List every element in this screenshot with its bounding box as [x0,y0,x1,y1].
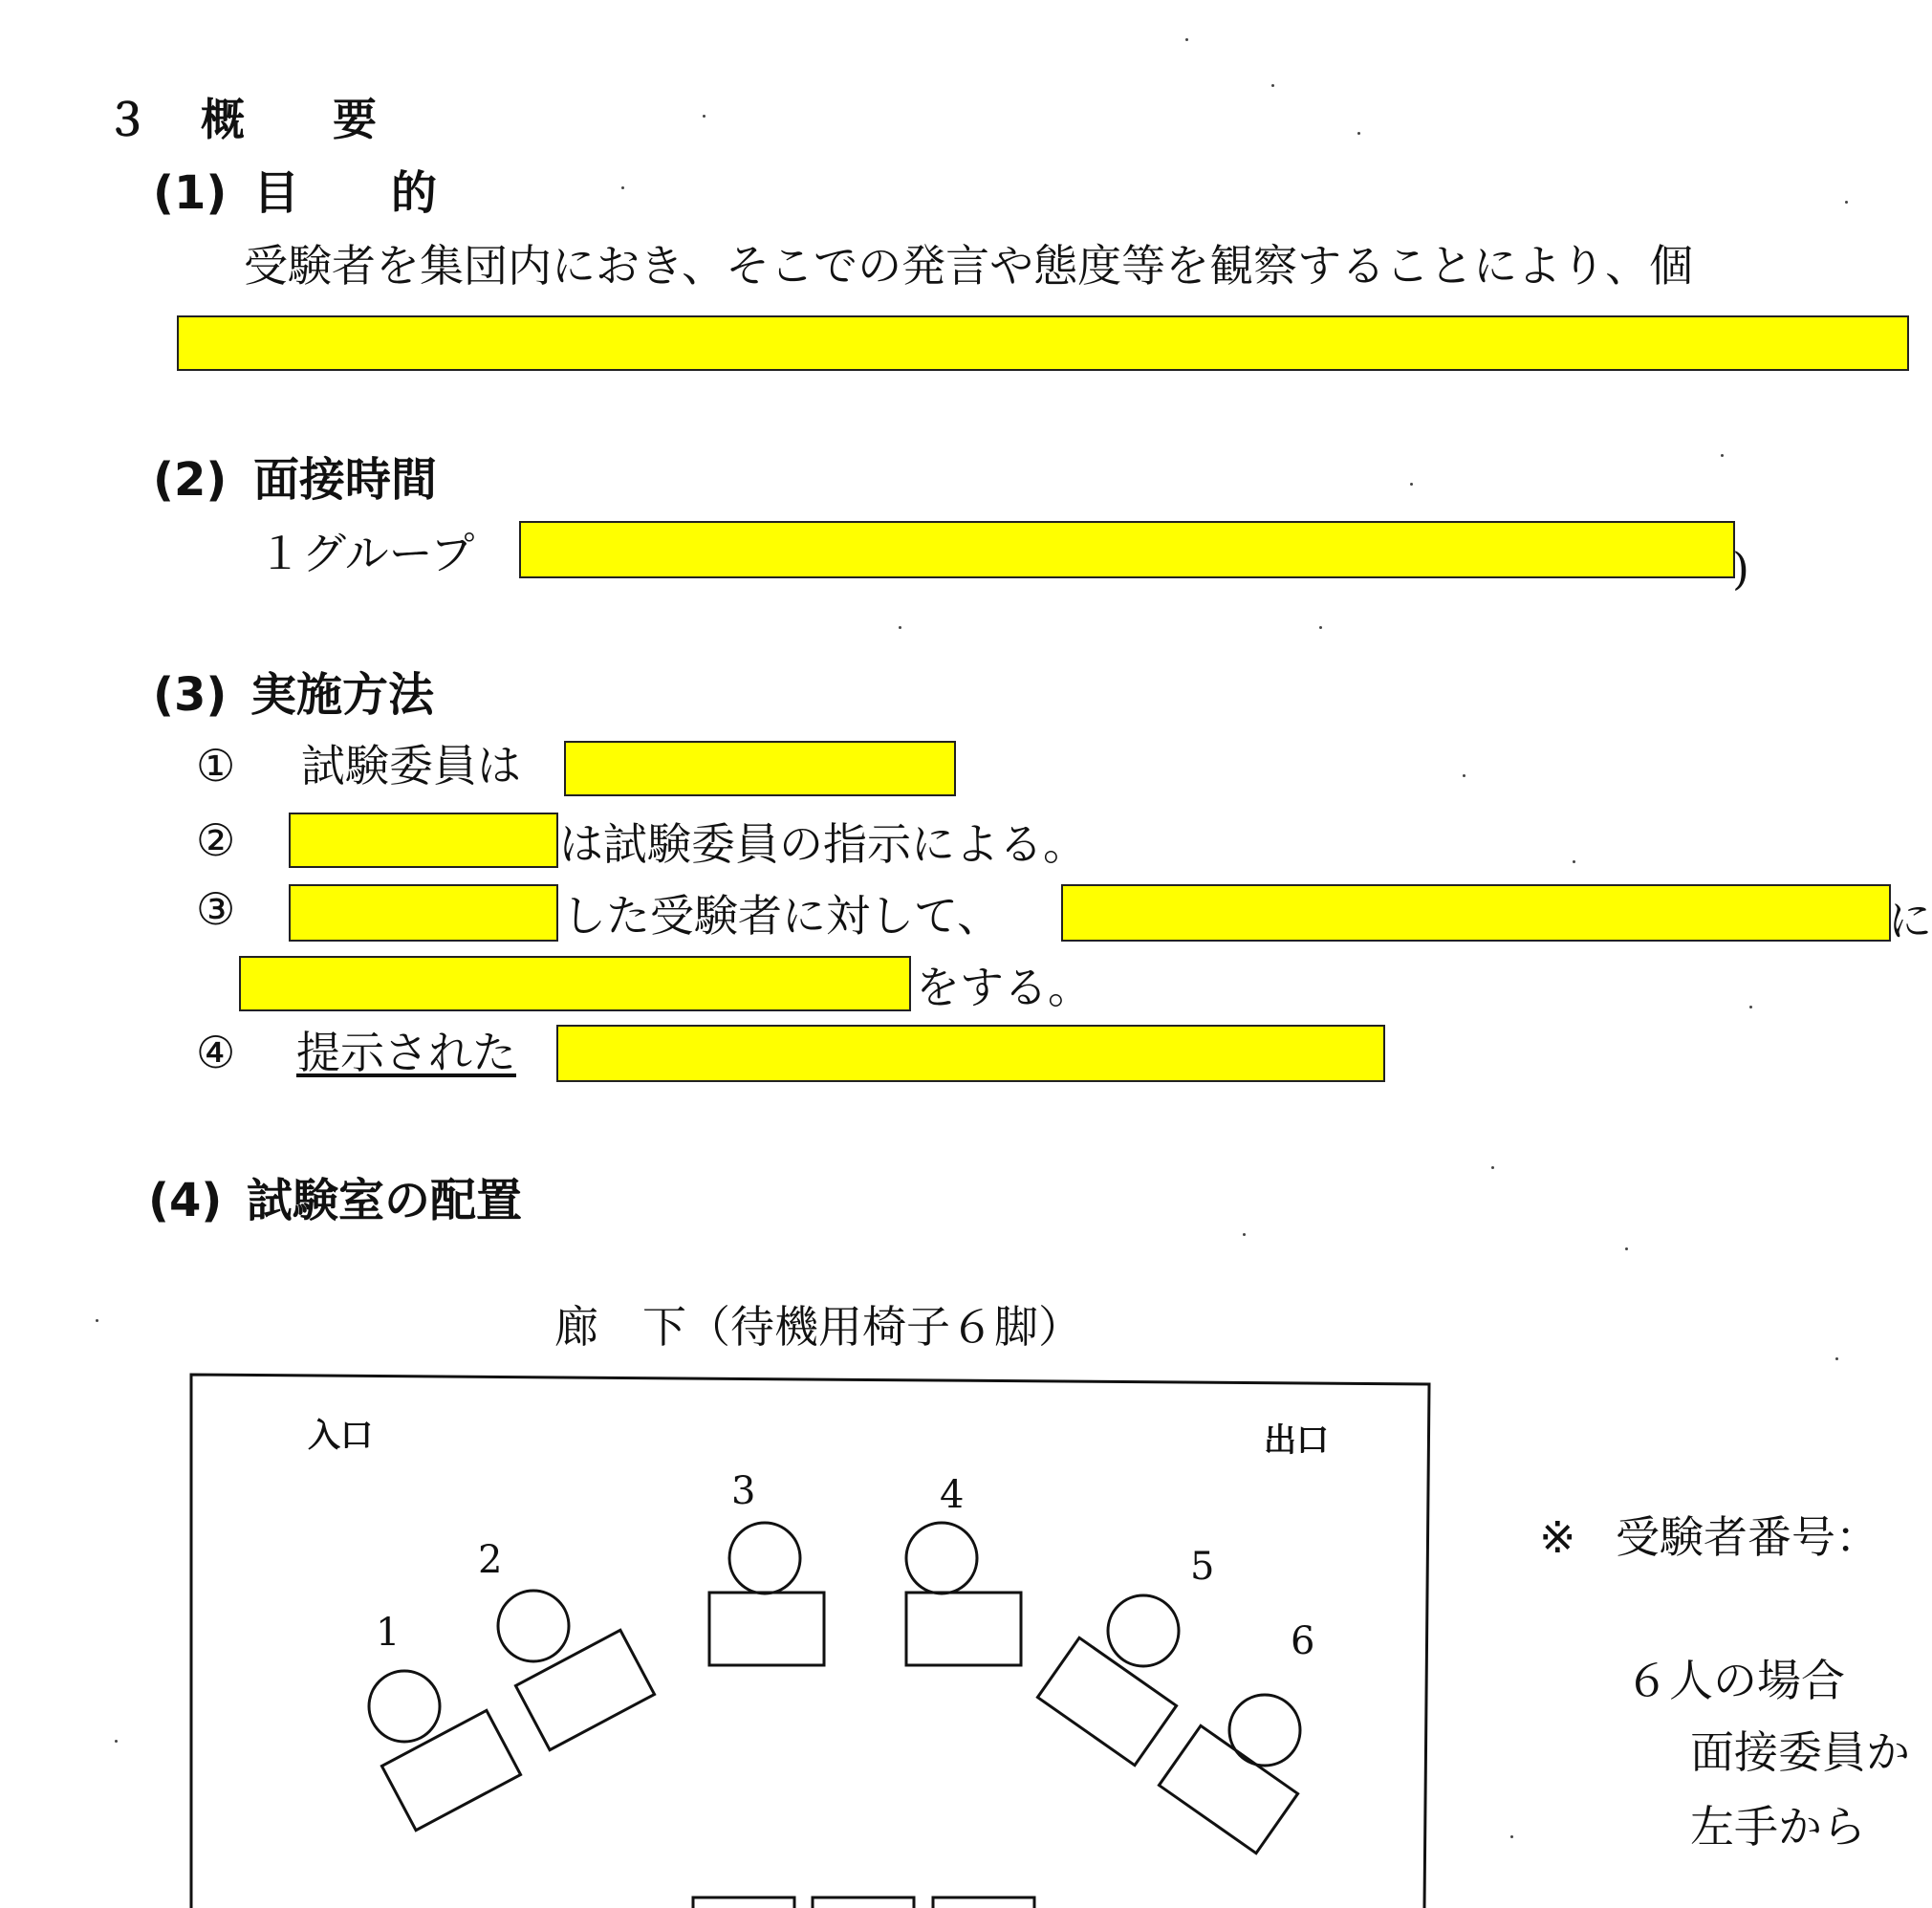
method-item-2-text: は試験委員の指示による。 [559,818,1087,870]
scan-speck [1357,132,1360,135]
seat-number-3: 3 [731,1469,756,1513]
seat-4-head [906,1523,977,1594]
method-item-1-mark: ① [196,740,236,791]
seat-2-head [498,1591,569,1661]
purpose-title: 目 的 [253,166,438,220]
seat-5-head [1108,1595,1179,1666]
seat-number-2: 2 [478,1538,503,1582]
scan-speck [1573,860,1575,863]
scan-speck [1491,1166,1494,1169]
note-case: ６人の場合 [1625,1655,1845,1706]
seat-5-desk [1037,1637,1176,1765]
exit-label: 出口 [1264,1421,1329,1460]
layout-number: (4) [148,1174,223,1227]
purpose-text: 受験者を集団内におき、そこでの発言や態度等を観察することにより、個 [244,240,1694,292]
method-item-3-mark: ③ [196,883,236,935]
scan-speck [1721,454,1724,457]
scan-speck [96,1319,98,1322]
method-item-3-cont: をする。 [916,962,1092,1013]
scan-speck [899,626,901,629]
section-number: ３ [105,94,149,145]
scan-speck [1185,38,1188,41]
scan-speck [1319,626,1322,629]
note-line2: 左手から [1690,1801,1866,1853]
method-item-3-tail: に [1888,895,1932,946]
scan-speck [1510,1835,1513,1838]
time-tail: ) [1732,543,1749,595]
scan-speck [1271,84,1274,87]
note-mark: ※ [1539,1511,1576,1563]
seat-1-desk [381,1710,520,1830]
scan-speck [115,1740,118,1743]
entrance-label: 入口 [308,1417,373,1455]
method-number: (3) [153,668,228,722]
scan-speck [1410,483,1413,486]
seat-1-head [369,1671,440,1742]
seat-3-desk [709,1593,824,1665]
method-item-4-mark: ④ [196,1027,236,1078]
method-item-4-text: 提示された [296,1027,516,1078]
seat-6-desk [1159,1725,1297,1853]
method-item-3-text: した受験者に対して、 [562,890,1002,942]
seat-number-1: 1 [376,1611,401,1655]
seat-number-6: 6 [1291,1619,1315,1663]
time-title: 面接時間 [253,453,438,507]
section-title: 概 要 [201,94,377,145]
scan-speck [703,115,706,118]
method-title: 実施方法 [250,668,435,722]
seat-4-desk [906,1593,1021,1665]
method-item-1-text: 試験委員は [301,740,521,791]
seat-3-head [729,1523,800,1594]
purpose-number: (1) [153,166,228,220]
note-text: 受験者番号： [1616,1511,1879,1563]
scan-speck [621,186,624,189]
method-item-2-mark: ② [196,814,236,866]
scan-speck [1835,1357,1838,1360]
scan-speck [1625,1247,1628,1250]
layout-title: 試験室の配置 [247,1174,523,1227]
scan-speck [1845,201,1848,204]
interviewer-desk-1 [693,1897,794,1908]
interviewer-desk-2 [813,1897,914,1908]
seat-2-desk [515,1630,654,1749]
scan-speck [1463,774,1465,777]
scan-speck [1243,1233,1246,1236]
scan-speck [1749,1006,1752,1008]
time-number: (2) [153,453,228,507]
note-line1: 面接委員か [1690,1726,1910,1778]
seat-number-5: 5 [1190,1545,1215,1589]
time-text: １グループ [258,528,475,579]
corridor-label: 廊 下（待機用椅子６脚） [554,1301,1082,1353]
interviewer-desk-3 [933,1897,1034,1908]
seat-number-4: 4 [940,1473,965,1517]
